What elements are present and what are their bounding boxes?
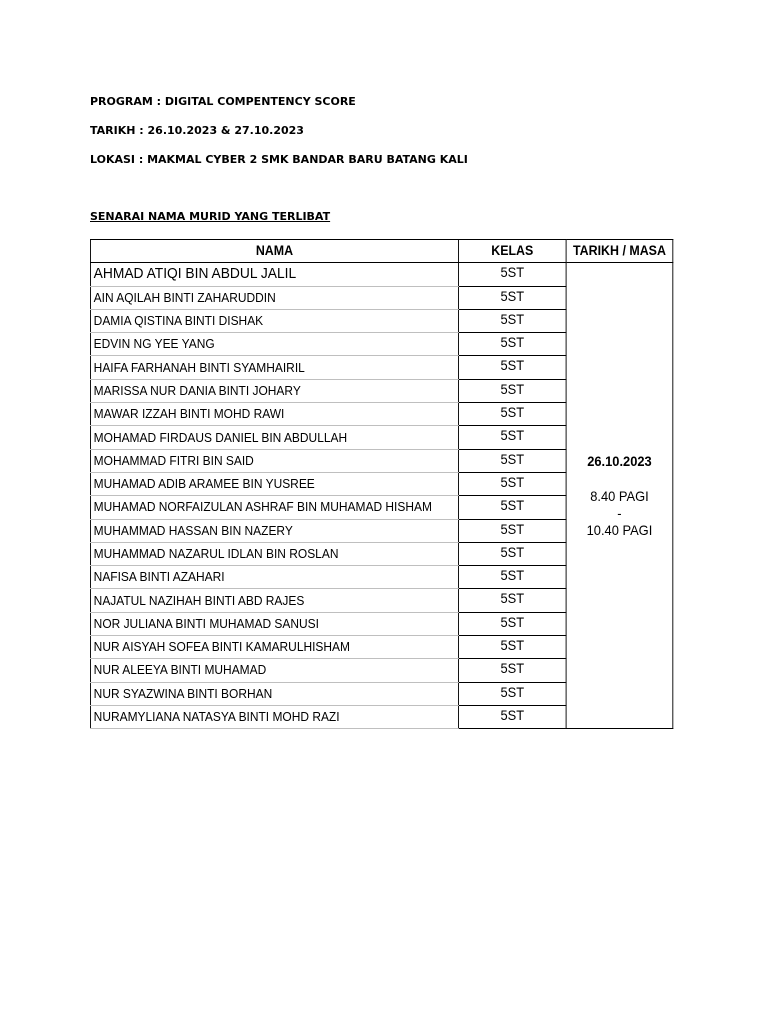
student-name-cell: MOHAMMAD FITRI BIN SAID <box>90 449 458 472</box>
schedule-end-time: 10.40 PAGI <box>586 521 653 538</box>
student-class-cell: 5ST <box>458 542 566 565</box>
schedule-separator: - <box>617 504 622 521</box>
student-name-cell: NURAMYLIANA NATASYA BINTI MOHD RAZI <box>90 705 458 728</box>
student-class-cell: 5ST <box>458 566 566 589</box>
student-name-cell: NOR JULIANA BINTI MUHAMAD SANUSI <box>90 612 458 635</box>
student-class-cell: 5ST <box>458 612 566 635</box>
student-name-cell: NAFISA BINTI AZAHARI <box>90 566 458 589</box>
student-list-title: SENARAI NAMA MURID YANG TERLIBAT <box>90 210 331 223</box>
schedule-date: 26.10.2023 <box>587 452 652 469</box>
student-name-cell: MARISSA NUR DANIA BINTI JOHARY <box>90 379 458 402</box>
student-name-cell: MOHAMAD FIRDAUS DANIEL BIN ABDULLAH <box>90 426 458 449</box>
column-header-kelas: KELAS <box>458 240 566 263</box>
student-name-cell: NAJATUL NAZIHAH BINTI ABD RAJES <box>90 589 458 612</box>
student-class-cell: 5ST <box>458 519 566 542</box>
student-class-cell: 5ST <box>458 356 566 379</box>
student-table <box>90 239 673 729</box>
column-header-nama: NAMA <box>90 240 458 263</box>
student-name-cell: AIN AQILAH BINTI ZAHARUDDIN <box>90 286 458 309</box>
student-name-cell: NUR AISYAH SOFEA BINTI KAMARULHISHAM <box>90 636 458 659</box>
student-class-cell: 5ST <box>458 403 566 426</box>
student-class-cell: 5ST <box>458 636 566 659</box>
student-class-cell: 5ST <box>458 309 566 332</box>
table-header-row <box>90 240 672 263</box>
schedule-start-time: 8.40 PAGI <box>590 487 649 504</box>
program-label: PROGRAM : DIGITAL COMPENTENCY SCORE <box>90 95 356 108</box>
student-name-cell: DAMIA QISTINA BINTI DISHAK <box>90 309 458 332</box>
student-name-cell: MUHAMAD ADIB ARAMEE BIN YUSREE <box>90 472 458 495</box>
student-name-cell: MUHAMMAD HASSAN BIN NAZERY <box>90 519 458 542</box>
student-class-cell: 5ST <box>458 333 566 356</box>
student-class-cell: 5ST <box>458 682 566 705</box>
student-class-cell: 5ST <box>458 449 566 472</box>
student-class-cell: 5ST <box>458 379 566 402</box>
student-class-cell: 5ST <box>458 263 566 286</box>
student-class-cell: 5ST <box>458 659 566 682</box>
student-name-cell: NUR SYAZWINA BINTI BORHAN <box>90 682 458 705</box>
table-row <box>90 263 672 286</box>
student-name-cell: HAIFA FARHANAH BINTI SYAMHAIRIL <box>90 356 458 379</box>
date-label: TARIKH : 26.10.2023 & 27.10.2023 <box>90 124 304 137</box>
student-class-cell: 5ST <box>458 426 566 449</box>
student-class-cell: 5ST <box>458 496 566 519</box>
student-name-cell: MAWAR IZZAH BINTI MOHD RAWI <box>90 403 458 426</box>
student-name-cell: EDVIN NG YEE YANG <box>90 333 458 356</box>
student-name-cell: MUHAMMAD NAZARUL IDLAN BIN ROSLAN <box>90 542 458 565</box>
student-class-cell: 5ST <box>458 705 566 728</box>
student-name-cell: NUR ALEEYA BINTI MUHAMAD <box>90 659 458 682</box>
schedule-cell <box>566 263 673 729</box>
student-name-cell: AHMAD ATIQI BIN ABDUL JALIL <box>90 263 458 286</box>
student-class-cell: 5ST <box>458 472 566 495</box>
student-class-cell: 5ST <box>458 286 566 309</box>
column-header-tarikh-masa: TARIKH / MASA <box>566 240 673 263</box>
student-class-cell: 5ST <box>458 589 566 612</box>
table-body <box>90 263 672 729</box>
student-name-cell: MUHAMAD NORFAIZULAN ASHRAF BIN MUHAMAD HISHAM <box>90 496 458 519</box>
location-label: LOKASI : MAKMAL CYBER 2 SMK BANDAR BARU BATANG KALI <box>90 153 468 166</box>
